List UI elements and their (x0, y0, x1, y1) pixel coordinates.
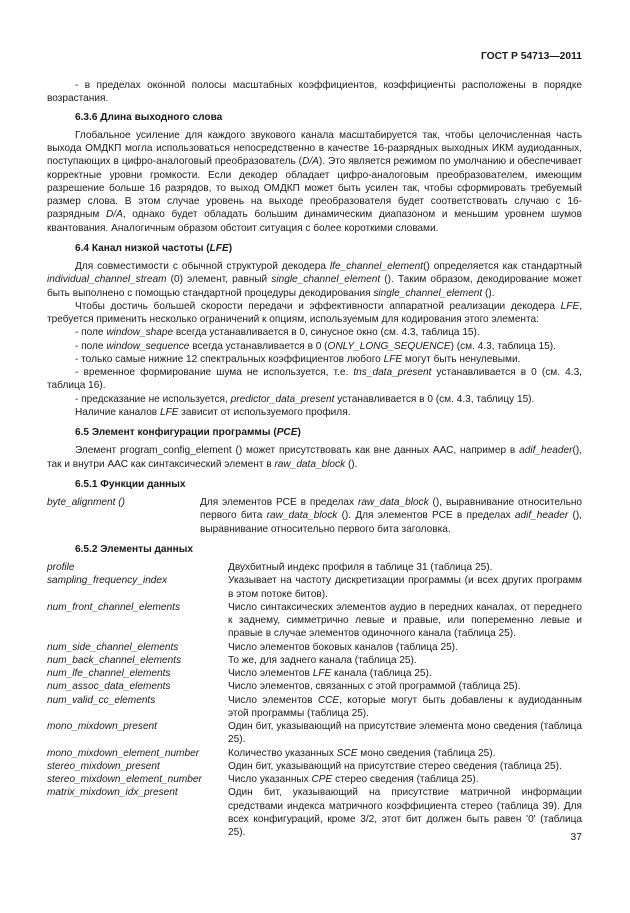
definition-row (47, 760, 582, 773)
definition-description (228, 574, 582, 601)
text-run: (). (482, 287, 495, 299)
definition-term: profile (47, 562, 75, 573)
deflist-elements (47, 561, 582, 839)
text-run: ) (228, 242, 233, 254)
text-run: Один бит, указывающий на присутствие матричной информации средствами индекса матричного коэффициента стерео (таблица 39). Для всех конфигураций, кроме 3/2, этот бит должен быть равен '0' (таблица 25). (228, 787, 582, 838)
text-run: устанавливается в 0 (см. 4.3, таблицу 15). (334, 393, 535, 405)
text-run: 6.4 Канал низкой частоты ( (75, 242, 210, 254)
page-content (47, 79, 582, 839)
text-run: - поле (75, 340, 107, 352)
text-run: () определяется как стандартный (423, 261, 582, 272)
text-run: , однако будет обладать большим динамическим диапазоном и меньшим уровнем шумов квантования. Аналогичным образом обстоит ситуация с более короткими словами. (47, 209, 583, 234)
definition-description (228, 747, 582, 760)
definition-term: num_valid_cc_elements (47, 694, 156, 706)
text-run: Число элементов боковых каналов (таблица 25). (228, 641, 458, 653)
definition-row (47, 694, 582, 721)
definition-term: num_assoc_data_elements (47, 681, 171, 693)
text-run: зависит от используемого профиля. (178, 406, 351, 418)
italic-term: single_channel_element (271, 274, 381, 286)
definition-row (47, 680, 582, 693)
italic-term: tns_data_present (353, 367, 432, 378)
heading-6-5-2 (75, 543, 582, 556)
text-run: 6.5.1 Функции данных (75, 478, 186, 490)
para-global-gain (47, 129, 582, 235)
text-run: (). Таким образом, декодирование может быть выполнено с помощью стандартной процедуры декодирования (47, 274, 582, 299)
list-item-prediction (47, 393, 582, 406)
text-run: могут быть ненулевыми. (402, 353, 521, 365)
text-run: моно сведения (таблица 25). (357, 747, 496, 759)
text-run: Элемент program_config_element () может присутствовать как вне данных ААС, например в (75, 445, 520, 457)
text-run: - временное формирование шума не используется, т.е. (75, 367, 354, 378)
italic-term: LFE (312, 668, 332, 679)
definition-term: num_back_channel_elements (47, 654, 182, 666)
definition-term: mono_mixdown_present (47, 721, 157, 732)
definition-term: byte_alignment () (47, 497, 125, 508)
definition-row (47, 654, 582, 667)
definition-row (47, 496, 582, 536)
deflist-functions (47, 496, 582, 536)
italic-term: window_sequence (106, 340, 190, 352)
heading-6-3-6 (75, 111, 582, 124)
italic-term: SCE (336, 747, 358, 759)
list-item-tns (47, 366, 582, 393)
text-run: Для элементов РСЕ в пределах (200, 497, 358, 508)
text-run: 6.5.2 Элементы данных (75, 543, 193, 555)
definition-row (47, 720, 582, 747)
text-run: То же, для заднего канала (таблица 25). (228, 654, 417, 666)
text-run: Чтобы достичь большей скорости передачи и эффективности аппаратной реализации декодера (75, 300, 561, 312)
list-item-window-sequence (47, 340, 582, 353)
definition-description (228, 760, 582, 773)
text-run: (), выравнивание относительно первого бита (200, 497, 583, 522)
text-run: - только самые нижние 12 спектральных коэффициентов любого (75, 353, 384, 365)
italic-term: adif_header (519, 445, 573, 457)
definition-row (47, 667, 582, 680)
text-run: стерео сведения (таблица 25). (332, 774, 479, 785)
definition-description (228, 773, 582, 786)
text-run: - предсказание не используется, (75, 393, 231, 405)
text-run: (), так и внутри ААС как синтаксический элемент в (47, 445, 582, 470)
italic-term: CCE (317, 694, 340, 706)
text-run: Указывает на частоту дискретизации программы (и всех других программ в этом потоке битов). (228, 575, 582, 600)
para-lfe-count (47, 406, 582, 419)
definition-description (228, 561, 582, 574)
definition-row (47, 641, 582, 654)
text-run: всегда устанавливается в 0 ( (189, 340, 328, 352)
italic-term: adif_header (514, 510, 569, 522)
definition-description (228, 720, 582, 747)
text-run: 6.5 Элемент конфигурации программы ( (75, 427, 277, 438)
heading-6-5 (75, 426, 582, 439)
text-run: (), выравнивание относительно первого бита заголовка. (200, 510, 582, 535)
text-run: - в пределах оконной полосы масштабных коэффициентов, коэффициенты расположены в порядке возрастания. (47, 80, 582, 105)
italic-term: single_channel_element (373, 287, 483, 299)
text-run: Один бит, указывающий на присутствие стерео сведения (таблица 25). (228, 760, 562, 772)
definition-description (228, 786, 582, 839)
italic-term: ONLY_LONG_SEQUENCE (327, 340, 451, 352)
definition-row (47, 747, 582, 760)
italic-term: LFE (209, 242, 229, 254)
italic-term: CPE (311, 774, 333, 785)
text-run: Число элементов (228, 694, 318, 706)
definition-row (47, 773, 582, 786)
list-item-spectral-coef (47, 353, 582, 366)
italic-term: LFE (560, 300, 580, 312)
text-run: ) (см. 4.3, таблица 15). (450, 340, 556, 352)
text-run: канала (таблица 25). (331, 668, 432, 679)
italic-term: LFE (383, 353, 403, 365)
definition-description (228, 694, 582, 721)
italic-term: individual_channel_stream (47, 274, 167, 286)
text-run: Количество указанных (228, 747, 337, 759)
italic-term: D/A (106, 209, 123, 221)
text-run: - поле (75, 327, 107, 339)
para-lfe-restrictions (47, 300, 582, 327)
definition-row (47, 574, 582, 601)
definition-term: stereo_mixdown_element_number (47, 774, 202, 785)
text-run: устанавливается в 0 (см. 4.3, таблица 16). (47, 367, 582, 392)
italic-term: lfe_channel_element (329, 261, 424, 272)
italic-term: LFE (159, 406, 179, 418)
definition-term: sampling_frequency_index (47, 575, 168, 587)
para-pce-intro (47, 444, 582, 471)
definition-term: num_front_channel_elements (47, 601, 180, 613)
text-run: ) (297, 427, 301, 438)
text-run: Число элементов, связанных с этой программой (таблица 25). (228, 681, 521, 693)
text-run: Глобальное усиление для каждого звукового канала масштабируется так, чтобы целочисленная часть выхода ОМДКП могла использоваться непосредственно в качестве 16-разрядных выходных ИКМ аудиоданных, поступающих в цифро-аналоговый преобразователь ( (47, 129, 582, 168)
text-run: (0) элемент, равный (166, 274, 272, 286)
definition-term: num_lfe_channel_elements (47, 668, 171, 679)
italic-term: raw_data_block (357, 497, 429, 508)
definition-description (228, 641, 582, 654)
italic-term: predictor_data_present (230, 393, 335, 405)
para-scale-window (47, 79, 582, 106)
definition-description (228, 680, 582, 693)
text-run: , которые могут быть добавлены к аудиоданным этой программы (таблица 25). (228, 694, 582, 719)
italic-term: PCE (276, 427, 298, 438)
definition-term: mono_mixdown_element_number (47, 747, 200, 759)
para-lfe-compat (47, 260, 582, 300)
definition-term: stereo_mixdown_present (47, 760, 160, 772)
text-run: Один бит, указывающий на присутствие элемента моно сведения (таблица 25). (228, 721, 582, 746)
text-run: Для совместимости с обычной структурой декодера (75, 261, 330, 272)
page-number: 37 (570, 832, 582, 843)
text-run: , требуется применить несколько ограничений к опциям, используемым для кодирования этого элемента: (47, 300, 582, 325)
definition-description (228, 654, 582, 667)
definition-description (228, 601, 582, 641)
definition-term: matrix_mixdown_idx_present (47, 787, 178, 799)
definition-row (47, 561, 582, 574)
italic-term: raw_data_block (274, 458, 346, 470)
text-run: 6.3.6 Длина выходного слова (75, 111, 223, 123)
heading-6-4 (75, 242, 582, 255)
text-run: Наличие каналов (75, 406, 160, 418)
text-run: Двухбитный индекс профиля в таблице 31 (таблица 25). (228, 562, 493, 573)
italic-term: raw_data_block (266, 510, 338, 522)
list-item-window-shape (47, 326, 582, 339)
document-id-header: ГОСТ Р 54713—2011 (480, 51, 582, 62)
definition-row (47, 786, 582, 839)
definition-row (47, 601, 582, 641)
definition-term: num_side_channel_elements (47, 641, 179, 653)
definition-description (200, 496, 582, 536)
italic-term: D/A (302, 156, 319, 168)
definition-description (228, 667, 582, 680)
italic-term: window_shape (106, 327, 174, 339)
text-run: Число синтаксических элементов аудио в передних каналах, от переднего к заднему, симметрично левые и правые, или попеременно левые и правые в случае элементов одиночного канала (таблица 25). (228, 601, 582, 640)
text-run: Число указанных (228, 774, 312, 785)
text-run: (). (345, 458, 358, 470)
text-run: всегда устанавливается в 0, синусное окно (см. 4.3, таблица 15). (173, 327, 480, 339)
text-run: (). Для элементов РСЕ в пределах (337, 510, 515, 522)
heading-6-5-1 (75, 478, 582, 491)
text-run: Число элементов (228, 668, 313, 679)
text-run: ). Это является режимом по умолчанию и обеспечивает корректные уровни громкости. Если декодер обладает цифро-аналоговым преобразователем, имеющим разрешение больше 16 разрядов, то выход ОМДКП может быть усилен так, чтобы сформировать требуемый размер слова. В этом случае уровень на выходе преобразователя будет соответствовать случаю с 16-разрядным (47, 156, 583, 221)
